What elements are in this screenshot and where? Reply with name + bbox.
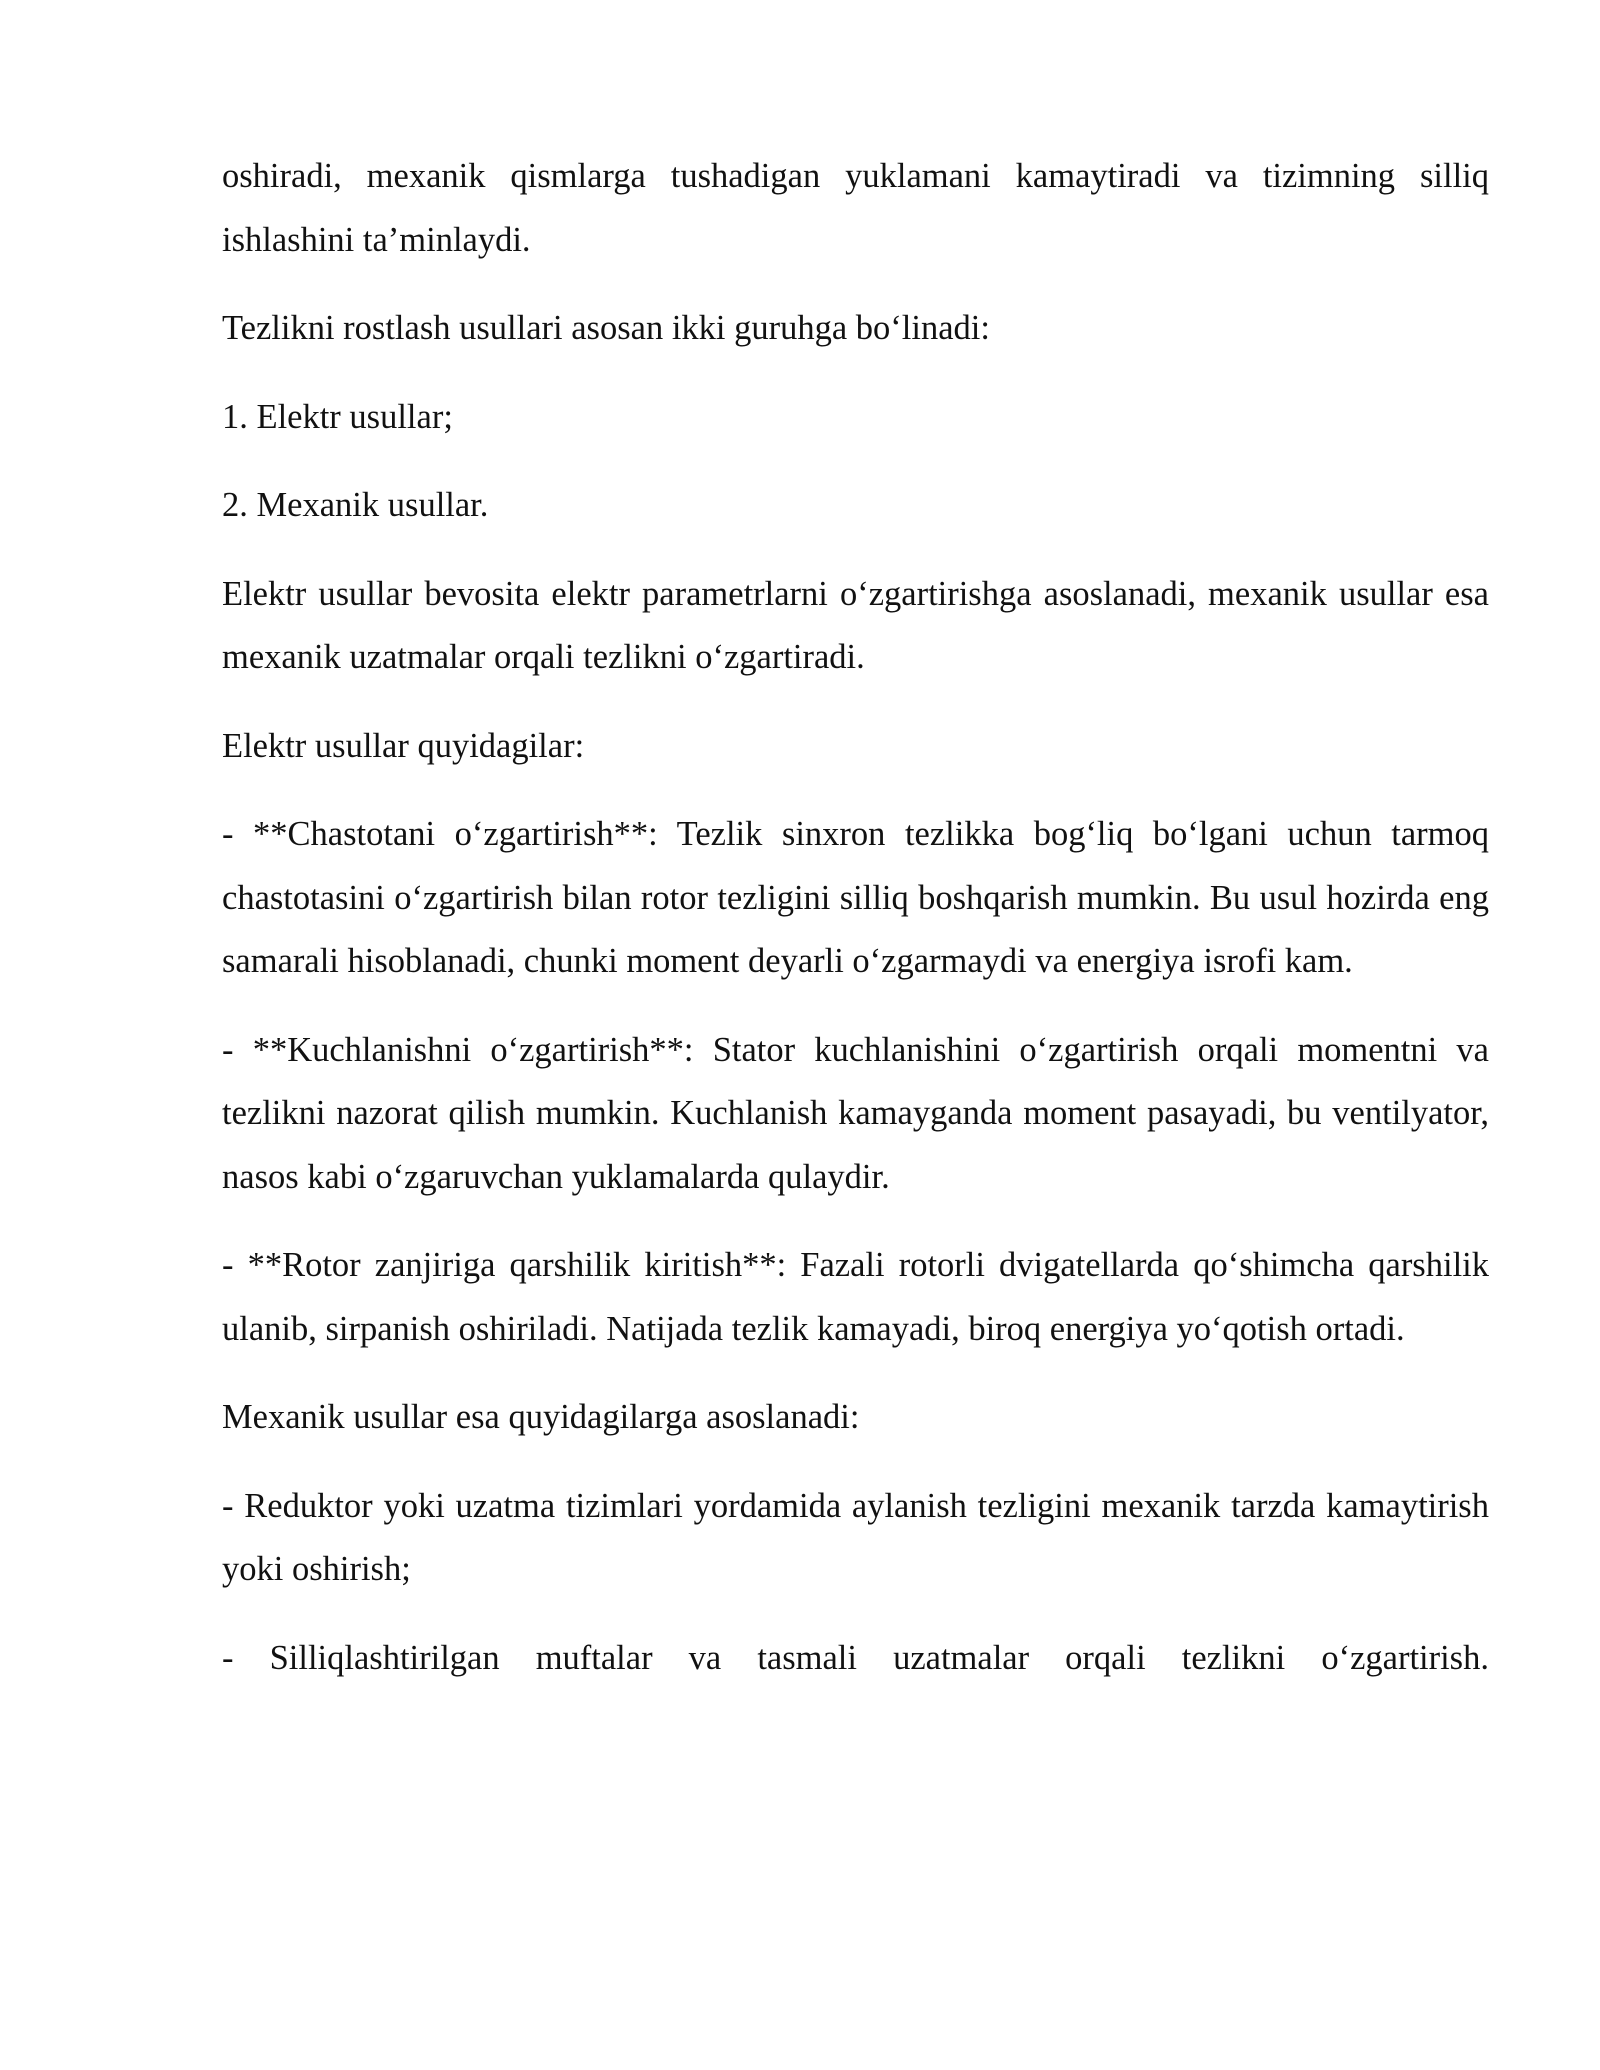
paragraph-mechanical-intro: Mexanik usullar esa quyidagilarga asoslanadi: xyxy=(222,1398,860,1436)
paragraph-methods-description: Elektr usullar bevosita elektr parametrlarni o‘zgartirishga asoslanadi, mexanik usullar esa mexanik uzatmalar orqali tezlikni o‘zgartiradi. xyxy=(222,574,1489,676)
paragraph-methods-intro: Tezlikni rostlash usullari asosan ikki guruhga bo‘linadi: xyxy=(222,309,990,347)
paragraph-frequency-change: - **Chastotani o‘zgartirish**: Tezlik sinxron tezlikka bog‘liq bo‘lgani uchun tarmoq chastotasini o‘zgartirish bilan rotor tezligini silliq boshqarish mumkin. Bu usul hozirda eng samarali hisoblanadi, chunki moment deyarli o‘zgarmaydi va energiya isrofi kam. xyxy=(222,815,1489,980)
paragraph-reducer: - Reduktor yoki uzatma tizimlari yordamida aylanish tezligini mexanik tarzda kamaytirish yoki oshirish; xyxy=(222,1486,1489,1588)
list-item-electric-methods: 1. Elektr usullar; xyxy=(222,397,453,436)
document-body xyxy=(222,145,1489,1715)
paragraph-voltage-change: - **Kuchlanishni o‘zgartirish**: Stator kuchlanishini o‘zgartirish orqali momentni va tezlikni nazorat qilish mumkin. Kuchlanish kamayganda moment pasayadi, bu ventilyator, nasos kabi o‘zgaruvchan yuklamalarda qulaydir. xyxy=(222,1030,1489,1196)
list-item-mechanical-methods: 2. Mexanik usullar. xyxy=(222,486,489,524)
paragraph-rotor-resistance: - **Rotor zanjiriga qarshilik kiritish**: Fazali rotorli dvigatellarda qo‘shimcha qarshilik ulanib, sirpanish oshiriladi. Natijada tezlik kamayadi, biroq energiya yo‘qotish ortadi. xyxy=(222,1246,1489,1348)
paragraph-electric-intro: Elektr usullar quyidagilar: xyxy=(222,726,585,765)
paragraph-continuation: oshiradi, mexanik qismlarga tushadigan yuklamani kamaytiradi va tizimning silliq ishlashini ta’minlaydi. xyxy=(222,157,1489,259)
paragraph-couplings: - Silliqlashtirilgan muftalar va tasmali uzatmalar orqali tezlikni o‘zgartirish. xyxy=(222,1638,1489,1677)
